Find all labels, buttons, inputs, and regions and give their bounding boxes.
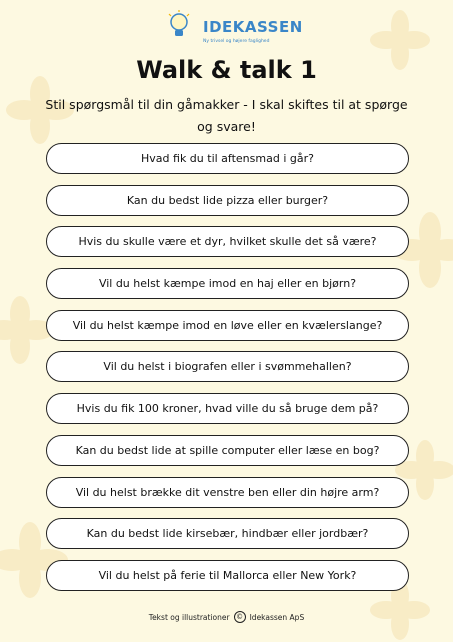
lightbulb-icon: [166, 10, 192, 42]
logo-name: IDEKASSEN: [203, 18, 303, 36]
question-item: Vil du helst brække dit venstre ben eller din højre arm?: [46, 477, 409, 508]
footer-credit: Tekst og illustrationer: [148, 612, 230, 622]
question-item: Hvad fik du til aftensmad i går?: [46, 143, 409, 174]
copyright-icon: ©: [234, 611, 246, 623]
question-item: Vil du helst kæmpe imod en løve eller en kvælerslange?: [46, 310, 409, 341]
question-item: Hvis du fik 100 kroner, hvad ville du så bruge dem på?: [46, 393, 409, 424]
question-list: [46, 143, 409, 602]
footer: [0, 611, 453, 623]
footer-company: Idekassen ApS: [249, 612, 305, 622]
question-item: Kan du bedst lide kirsebær, hindbær eller jordbær?: [46, 518, 409, 549]
question-item: Kan du bedst lide at spille computer eller læse en bog?: [46, 435, 409, 466]
page-title: Walk & talk 1: [136, 56, 317, 84]
question-item: Vil du helst på ferie til Mallorca eller New York?: [46, 560, 409, 591]
idekassen-logo: [166, 10, 303, 50]
question-item: Vil du helst kæmpe imod en haj eller en bjørn?: [46, 268, 409, 299]
question-item: Hvis du skulle være et dyr, hvilket skulle det så være?: [46, 226, 409, 257]
logo-tagline: Ny trivsel og højere faglighed: [203, 39, 270, 44]
question-item: Kan du bedst lide pizza eller burger?: [46, 185, 409, 216]
question-item: Vil du helst i biografen eller i svømmehallen?: [46, 351, 409, 382]
instructions: Stil spørgsmål til din gåmakker - I skal skiftes til at spørge og svare!: [45, 97, 408, 134]
